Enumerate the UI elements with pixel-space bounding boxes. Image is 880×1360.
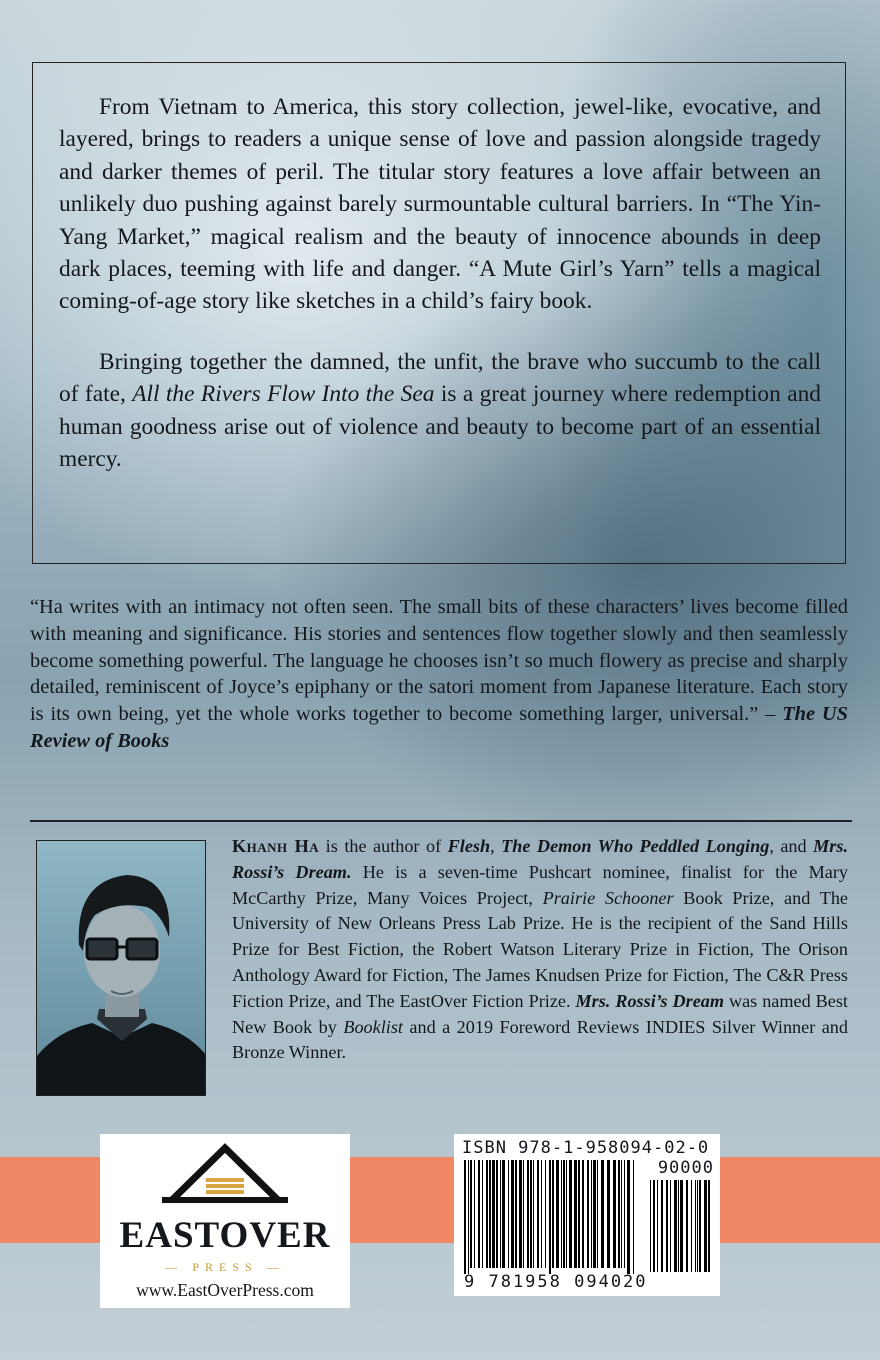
barcode-bar — [670, 1180, 671, 1272]
blurb-box — [32, 62, 846, 564]
barcode-bar — [486, 1160, 488, 1268]
barcode-bar — [695, 1180, 696, 1272]
barcode-bar — [552, 1160, 554, 1268]
barcode-bar — [680, 1180, 683, 1272]
barcode-bar — [537, 1160, 539, 1268]
barcode-bar — [569, 1160, 572, 1268]
publisher-press: — PRESS — — [165, 1260, 285, 1274]
barcode-bar — [508, 1160, 509, 1268]
barcode-bar — [678, 1180, 679, 1272]
barcode-bar — [489, 1160, 491, 1268]
barcode-bar — [533, 1160, 534, 1268]
author-bio: Khanh Ha is the author of Flesh, The Demon Who Peddled Longing, and Mrs. Rossi’s Dream. He is a seven-time Pushcart nominee, finalist for the Mary McCarthy Prize, Many Voices Project, Prairie Schooner Book Prize, and The University of New Orleans Press Lab Prize. He is the recipient of the Sand Hills Prize for Best Fiction, the Robert Watson Literary Prize in Fiction, The Orison Anthology Award for Fiction, The James Knudsen Prize for Fiction, The C&R Press Fiction Prize, and The EastOver Fiction Prize. Mrs. Rossi’s Dream was named Best New Book by Booklist and a 2019 Foreword Reviews INDIES Silver Winner and Bronze Winner. — [232, 836, 848, 1063]
barcode — [454, 1134, 720, 1296]
price-code: 90000 — [657, 1158, 714, 1178]
barcode-bar — [708, 1180, 710, 1272]
blurb-paragraph-2: Bringing together the damned, the unfit, the brave who succumb to the call of fate, All the Rivers Flow Into the Sea is a great journey where redemption and human goodness arise out of violence and beauty to become part of an essential mercy. — [59, 348, 821, 473]
barcode-bar — [699, 1180, 701, 1272]
barcode-bar — [593, 1160, 596, 1268]
publisher-name: EASTOVER — [119, 1215, 331, 1256]
barcode-bar — [527, 1160, 529, 1268]
barcode-bar — [563, 1160, 565, 1268]
barcode-bar — [500, 1160, 501, 1268]
barcode-bar — [464, 1160, 466, 1274]
barcode-bar — [470, 1160, 472, 1268]
barcode-bar — [582, 1160, 584, 1268]
barcode-bar — [650, 1180, 651, 1272]
barcode-bar — [549, 1160, 551, 1274]
barcode-bar — [545, 1160, 546, 1268]
barcode-bar — [633, 1160, 634, 1274]
barcode-bar — [519, 1160, 522, 1268]
book-title: All the Rivers Flow Into the Sea — [132, 381, 435, 408]
barcode-bar — [627, 1160, 630, 1274]
barcode-bar — [474, 1160, 475, 1268]
barcode-bar — [697, 1180, 698, 1272]
isbn-text: ISBN 978-1-958094-02-0 — [462, 1138, 710, 1158]
barcode-bar — [541, 1160, 542, 1268]
barcode-bar — [624, 1160, 625, 1268]
barcode-bar — [511, 1160, 514, 1268]
barcode-bar — [666, 1180, 668, 1272]
barcode-bar — [591, 1160, 592, 1268]
barcode-bar — [496, 1160, 498, 1268]
barcode-bar — [578, 1160, 580, 1268]
house-logo-icon — [100, 1134, 350, 1214]
barcode-bar — [653, 1180, 655, 1272]
barcode-bar — [657, 1180, 658, 1272]
barcode-bar — [468, 1160, 469, 1274]
barcode-bar — [482, 1160, 483, 1268]
publisher-logo — [100, 1134, 350, 1308]
barcode-bar — [601, 1160, 604, 1268]
barcode-bar — [556, 1160, 559, 1268]
barcode-bar — [661, 1180, 663, 1272]
barcode-bar — [515, 1160, 517, 1268]
author-photo — [36, 840, 206, 1096]
author-name: Khanh Ha — [232, 836, 320, 856]
barcode-bar — [587, 1160, 589, 1268]
barcode-bar — [523, 1160, 524, 1268]
barcode-bar — [691, 1180, 692, 1272]
barcode-bar — [478, 1160, 480, 1268]
barcode-bar — [621, 1160, 622, 1268]
barcode-bar — [574, 1160, 577, 1268]
review-source: The US Review of Books — [30, 703, 848, 752]
barcode-bar — [674, 1180, 677, 1272]
barcode-digits: 9 781958 094020 — [464, 1272, 648, 1292]
barcode-bar — [686, 1180, 688, 1272]
barcode-bars — [454, 1134, 720, 1294]
barcode-bar — [561, 1160, 562, 1268]
barcode-bar — [704, 1180, 707, 1272]
barcode-bar — [502, 1160, 505, 1268]
barcode-bar — [492, 1160, 495, 1268]
publisher-url: www.EastOverPress.com — [136, 1280, 314, 1300]
barcode-bar — [530, 1160, 532, 1268]
author-portrait-image — [37, 841, 206, 1096]
review-quote: “Ha writes with an intimacy not often seen. The small bits of these characters’ lives become filled with meaning and significance. His stories and sentences flow together slowly and then seamlessly become something powerful. The language he chooses isn’t so much flowery as precise and sharply detailed, reminiscent of Joyce’s epiphany or the satori moment from Japanese literature. Each story is its own being, yet the whole works together to become something larger, universal.” – The US Review of Books — [30, 596, 848, 752]
divider — [30, 820, 852, 822]
barcode-bar — [618, 1160, 620, 1268]
barcode-bar — [607, 1160, 610, 1268]
barcode-bar — [613, 1160, 616, 1268]
barcode-bar — [597, 1160, 598, 1268]
blurb-paragraph-1: From Vietnam to America, this story collection, jewel-like, evocative, and layered, brings to readers a unique sense of love and passion alongside tragedy and darker themes of peril. The titular story features a love affair between an unlikely duo pushing against barely surmountable cultural barriers. In “The Yin-Yang Market,” magical realism and the beauty of innocence abounds in deep dark places, teeming with life and danger. “A Mute Girl’s Yarn” tells a magical coming-of-age story like sketches in a child’s fairy book. — [59, 94, 821, 315]
barcode-bar — [566, 1160, 567, 1268]
